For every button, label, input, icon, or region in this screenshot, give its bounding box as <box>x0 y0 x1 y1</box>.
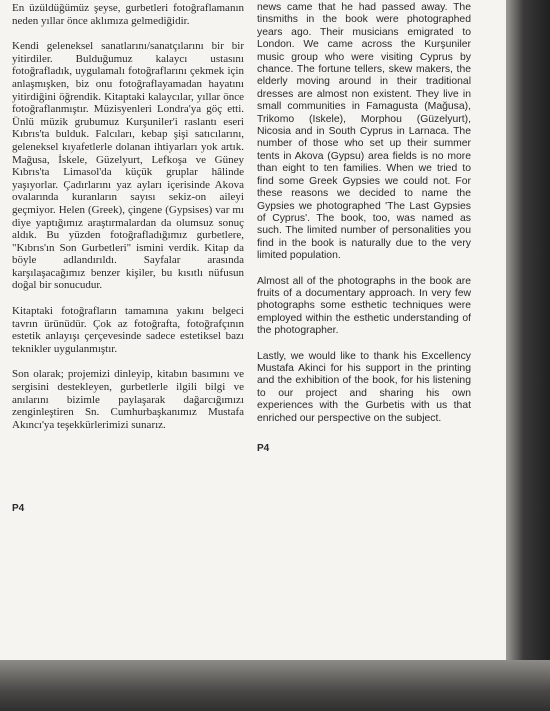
paragraph: Kendi geleneksel sanatlarını/sanatçılarını bir bir yitirdiler. Bulduğumuz kalaycı ustasını fotoğrafladık, uygulamalı fotoğraflarını çekmek için anlaşmışken, biz onu fotoğraflayamadan hayatını yitirdiğini öğrendik. Kitaptaki kalaycılar, yıllar önce fotoğraflanmıştır. Müzisyenleri Londra'ya göç etti. Ünlü müzik grubumuz Kurşuniler'i raslantı eseri Kıbrıs'ta bulduk. Falcıları, kebap şişi satıcılarını, geleneksel kıyafetlerle dolanan ihtiyarları yok artık. Mağusa, İskele, Güzelyurt, Lefkoşa ve Güney Kıbrıs'ta Limasol'da küçük gruplar hâlinde yaşıyorlar. Çadırlarını yaz ayları içerisinde Akova ovalarında kuranların sayısı sekiz-on aileyi geçmiyor. Helen (Greek), çingene (Gypsises) var mı diye yaptığımız araştırmalardan da olumsuz sonuç aldık. Bu yüzden fotoğrafladığımız gurbetlere, "Kıbrıs'ın Son Gurbetleri" ismini verdik. Kitap da böyle adlandırıldı. Sayfalar arasında karşılaşacağımız benzer kişiler, bu kısıtlı nüfusun doğal bir sonucudur. <box>12 40 244 292</box>
paragraph: En üzüldüğümüz şeyse, gurbetleri fotoğraflamanın neden yıllar önce aklımıza gelmediğidir. <box>12 2 244 27</box>
page-number-right: P4 <box>257 443 270 454</box>
page-bottom-shadow <box>0 660 550 711</box>
paragraph: Almost all of the photographs in the book are fruits of a documentary approach. In very few photographs some esthetic techniques were employed within the esthetic understanding of the photographer. <box>257 275 471 337</box>
turkish-text-column <box>12 0 244 444</box>
paragraph: Lastly, we would like to thank his Excellency Mustafa Akinci for his support in the printing and the exhibition of the book, for his listening to our project and sharing his own experiences with the Gurbetis with us that enriched our perspective on the subject. <box>257 350 471 424</box>
page-edge-shadow <box>506 0 550 711</box>
paragraph: Son olarak; projemizi dinleyip, kitabın basımını ve sergisini destekleyen, gurbetlerle ilgili bilgi ve anılarını bizimle paylaşarak dağarcığımızı zenginleştiren Sn. Cumhurbaşkanımız Mustafa Akıncı'ya teşekkürlerimizi sunarız. <box>12 368 244 431</box>
paragraph: news came that he had passed away. The tinsmiths in the book were photographed years ago. Their musicians emigrated to London. We came across the Kurşuniler music group who were visiting Cyprus by chance. The fortune tellers, skew makers, the elderly moving around in their traditional dresses are almost non existent. They live in small communities in Famagusta (Mağusa), Trikomo (Iskele), Morphou (Güzelyurt), Nicosia and in South Cyprus in Larnaca. The number of those who set up their summer tents in Akova (Gypsu) area fields is no more than eight to ten families. When we tried to find some Greek Gypsies we could not. For these reasons we decided to name the Gypsies we photographed 'The Last Gypsies of Cyprus'. The book, too, was named as such. The limited number of personalities you find in the book is naturally due to the very limited population. <box>257 2 471 262</box>
english-text-column <box>257 0 471 455</box>
page-number-left: P4 <box>12 503 25 514</box>
paragraph: Kitaptaki fotoğrafların tamamına yakını belgeci tavrın ürünüdür. Çok az fotoğrafta, fotoğrafçının estetik anlayışı çerçevesinde sadece estetiksel bazı teknikler uygulanmıştır. <box>12 305 244 355</box>
